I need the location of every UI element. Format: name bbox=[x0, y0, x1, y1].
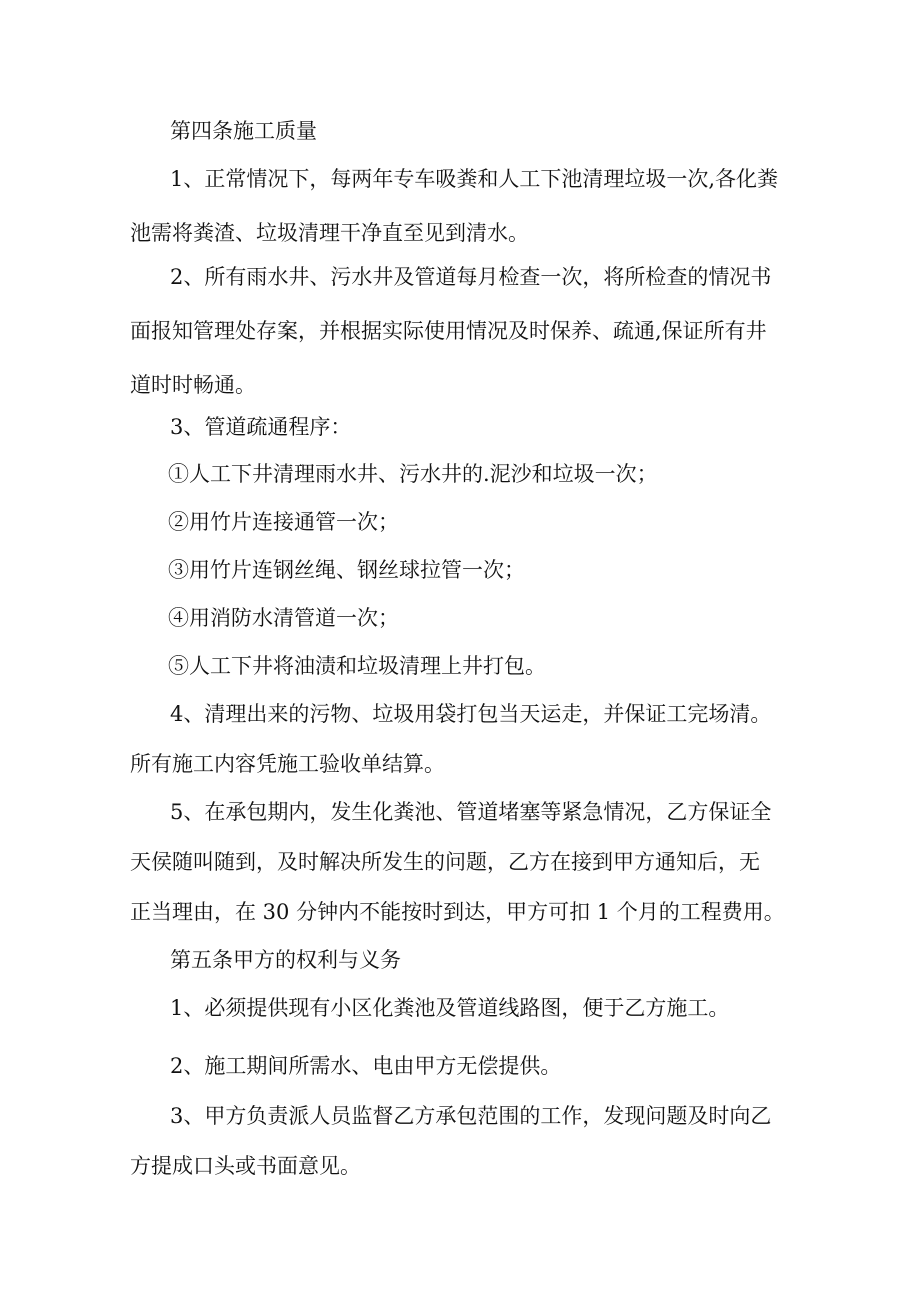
paragraph-line: 3、甲方负责派人员监督乙方承包范围的工作，发现问题及时向乙 bbox=[170, 1104, 772, 1128]
paragraph-line: 天侯随叫随到，及时解决所发生的问题，乙方在接到甲方通知后，无 bbox=[130, 850, 760, 874]
paragraph-line: 面报知管理处存案，并根据实际使用情况及时保养、疏通,保证所有井 bbox=[130, 319, 767, 343]
paragraph-line: ⑤人工下井将油渍和垃圾清理上井打包。 bbox=[168, 654, 546, 678]
procedure-step-4 bbox=[168, 599, 399, 637]
paragraph-line: ④用消防水清管道一次； bbox=[168, 606, 399, 630]
paragraph-line: 道时时畅通。 bbox=[130, 373, 256, 397]
paragraph-line: 正当理由，在 30 分钟内不能按时到达，甲方可扣 1 个月的工程费用。 bbox=[130, 900, 785, 924]
article-4-item-3 bbox=[170, 408, 351, 446]
article-5-item-3 bbox=[130, 1097, 771, 1185]
article-5-item-2 bbox=[170, 1047, 561, 1085]
paragraph-line: 1、必须提供现有小区化粪池及管道线路图，便于乙方施工。 bbox=[170, 996, 730, 1020]
paragraph-line: 4、清理出来的污物、垃圾用袋打包当天运走，并保证工完场清。 bbox=[170, 702, 772, 726]
procedure-step-3 bbox=[168, 551, 525, 589]
article-4-item-2 bbox=[130, 258, 771, 404]
paragraph-line: 池需将粪渣、垃圾清理干净直至见到清水。 bbox=[130, 221, 529, 245]
paragraph-line: 方提成口头或书面意见。 bbox=[130, 1154, 361, 1178]
paragraph-line: 2、施工期间所需水、电由甲方无偿提供。 bbox=[170, 1054, 562, 1078]
procedure-step-1 bbox=[168, 455, 658, 493]
paragraph-line: 第四条施工质量 bbox=[170, 119, 317, 143]
procedure-step-2 bbox=[168, 503, 399, 541]
article-4-heading bbox=[170, 112, 317, 150]
paragraph-line: 所有施工内容凭施工验收单结算。 bbox=[130, 752, 445, 776]
paragraph-line: 1、正常情况下，每两年专车吸粪和人工下池清理垃圾一次,各化粪 bbox=[170, 167, 779, 191]
article-4-item-5 bbox=[130, 793, 785, 931]
article-4-item-1 bbox=[130, 160, 778, 252]
paragraph-line: 第五条甲方的权利与义务 bbox=[170, 948, 401, 972]
paragraph-line: 2、所有雨水井、污水井及管道每月检查一次，将所检查的情况书 bbox=[170, 265, 772, 289]
paragraph-line: 5、在承包期内，发生化粪池、管道堵塞等紧急情况，乙方保证全 bbox=[170, 800, 772, 824]
procedure-step-5 bbox=[168, 647, 546, 685]
article-5-heading bbox=[170, 941, 401, 979]
article-5-item-1 bbox=[170, 989, 729, 1027]
paragraph-line: 3、管道疏通程序： bbox=[170, 415, 352, 439]
paragraph-line: ③用竹片连钢丝绳、钢丝球拉管一次； bbox=[168, 558, 525, 582]
paragraph-line: ①人工下井清理雨水井、污水井的.泥沙和垃圾一次； bbox=[168, 462, 658, 486]
article-4-item-4 bbox=[130, 695, 771, 783]
paragraph-line: ②用竹片连接通管一次； bbox=[168, 510, 399, 534]
